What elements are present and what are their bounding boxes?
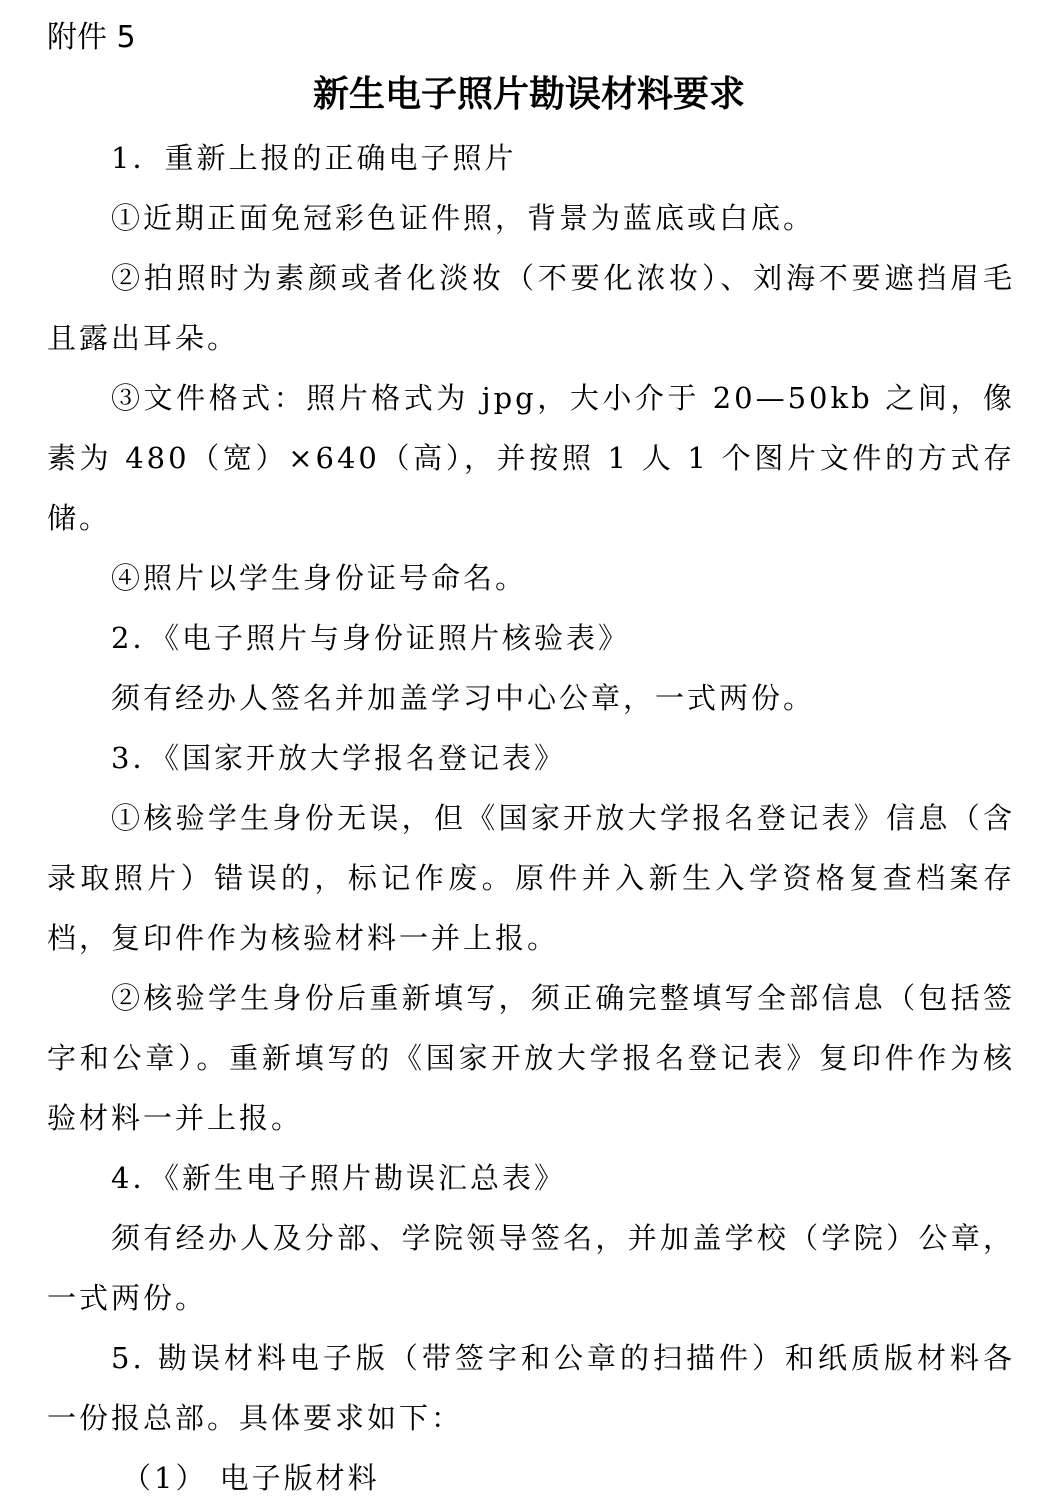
- sub-heading: （1） 电子版材料: [122, 1461, 380, 1495]
- requirement-item: ①核验学生身份无误，但《国家开放大学报名登记表》信息（含录取照片）错误的，标记作废。原件并入新生入学资格复查档案存档，复印件作为核验材料一并上报。: [47, 801, 1015, 955]
- section-heading-1: 1．重新上报的正确电子照片: [111, 141, 517, 175]
- requirement-item: ②核验学生身份后重新填写，须正确完整填写全部信息（包括签字和公章）。重新填写的《国家开放大学报名登记表》复印件作为核验材料一并上报。: [47, 981, 1015, 1135]
- section-heading-2: 2．《电子照片与身份证照片核验表》: [111, 621, 630, 655]
- section-heading-5: 5. 勘误材料电子版（带签字和公章的扫描件）和纸质版材料各一份报总部。具体要求如下：: [47, 1341, 1015, 1435]
- page-title: 新生电子照片勘误材料要求: [312, 74, 745, 115]
- attachment-label: 附件 5: [47, 20, 136, 55]
- requirement-item: ④照片以学生身份证号命名。: [111, 561, 528, 595]
- document-body: [47, 128, 1015, 1508]
- requirement-item: ③文件格式：照片格式为 jpg，大小介于 20—50kb 之间，像素为 480（宽）×640（高），并按照 1 人 1 个图片文件的方式存储。: [47, 381, 1015, 535]
- section-heading-4: 4．《新生电子照片勘误汇总表》: [111, 1161, 566, 1195]
- requirement-item: ①近期正面免冠彩色证件照，背景为蓝底或白底。: [111, 201, 816, 235]
- requirement-item: 须有经办人及分部、学院领导签名，并加盖学校（学院）公章，一式两份。: [47, 1221, 1015, 1315]
- section-heading-3: 3．《国家开放大学报名登记表》: [111, 741, 566, 775]
- requirement-item: 须有经办人签名并加盖学习中心公章，一式两份。: [111, 681, 816, 715]
- requirement-item: ②拍照时为素颜或者化淡妆（不要化浓妆）、刘海不要遮挡眉毛且露出耳朵。: [47, 261, 1015, 355]
